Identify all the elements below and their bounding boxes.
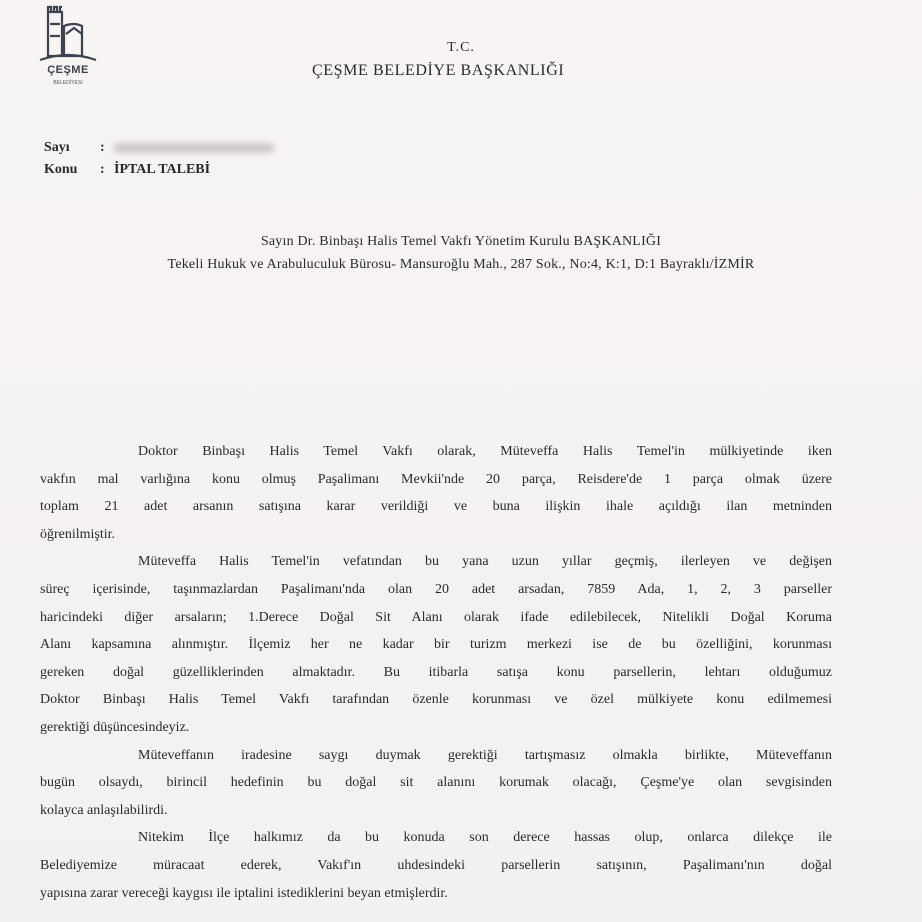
paragraph-line: yapısına zarar vereceği kaygısı ile iptalini istediklerini beyan etmişlerdir. — [40, 885, 448, 901]
paragraph-1 — [40, 438, 832, 548]
paragraph-line: Müteveffa Halis Temel'in vefatından bu yana uzun yıllar geçmiş, ilerleyen ve değişen — [138, 554, 832, 570]
paragraph-line: Müteveffanın iradesine saygı duymak gerektiği tartışmasız olmakla birlikte, Müteveffanın — [138, 747, 832, 763]
logo-text: ÇEŞME — [47, 64, 89, 76]
sayi-label: Sayı — [44, 140, 70, 155]
paragraph-2 — [40, 548, 832, 741]
paragraph-line: Alanı kapsamına alınmıştır. İlçemiz her ne kadar bir turizm merkezi ise de bu özelliğini, korunması — [40, 637, 832, 653]
paragraph-line: kolayca anlaşılabilirdi. — [40, 802, 168, 818]
paragraph-line: gereken doğal güzelliklerinden almaktadır. Bu itibarla satışa konu parsellerin, lehtarı olduğumuz — [40, 664, 832, 680]
header-tc: T.C. — [447, 40, 475, 55]
paragraph-line: vakfın mal varlığına konu olmuş Paşalimanı Mevkii'nde 20 parça, Reisdere'de 1 parça olmak üzere — [40, 471, 832, 487]
redacted-number — [114, 143, 274, 153]
paragraph-line: öğrenilmiştir. — [40, 526, 116, 542]
letter-body — [40, 438, 832, 907]
paragraph-line: Doktor Binbaşı Halis Temel Vakfı tarafından özenle korunması ve özel mülkiyete konu edilmemesi — [40, 692, 832, 708]
paragraph-4 — [40, 824, 832, 907]
recipient-line-1: Sayın Dr. Binbaşı Halis Temel Vakfı Yönetim Kurulu BAŞKANLIĞI — [260, 234, 662, 249]
paragraph-line: bugün olsaydı, birincil hedefinin bu doğal sit alanını korumak olacağı, Çeşme'ye olan sevgisinden — [40, 775, 832, 791]
paragraph-line: haricindeki diğer arsaların; 1.Derece Doğal Sit Alanı olarak ifade edilebilecek, Nitelikli Doğal Koruma — [40, 609, 832, 625]
konu-label: Konu — [44, 162, 78, 177]
header-institution: ÇEŞME BELEDİYE BAŞKANLIĞI — [312, 62, 565, 79]
sayi-row: Sayı : — [44, 140, 274, 156]
konu-value: İPTAL TALEBİ — [114, 162, 211, 177]
paragraph-line: gerektiği düşüncesindeyiz. — [40, 719, 190, 735]
recipient-line-2: Tekeli Hukuk ve Arabuluculuk Bürosu- Mansuroğlu Mah., 287 Sok., No:4, K:1, D:1 Bayraklı/İZMİR — [167, 257, 755, 272]
paragraph-line: Belediyemize müracaat ederek, Vakıf'ın uhdesindeki parsellerin satışının, Paşalimanı'nın doğal — [40, 857, 832, 873]
logo-subtext: BELEDİYESİ — [53, 80, 83, 86]
paragraph-line: Doktor Binbaşı Halis Temel Vakfı olarak, Müteveffa Halis Temel'in mülkiyetinde iken — [138, 444, 832, 459]
paragraph-line: toplam 21 adet arsanın satışına karar verildiği ve buna ilişkin ihale açıldığı ilan metninden — [40, 499, 832, 515]
paragraph-line: süreç içerisinde, taşınmazlardan Paşalimanı'nda olan 20 adet arsadan, 7859 Ada, 1, 2, 3 parseller — [40, 581, 832, 597]
konu-row: Konu : İPTAL TALEBİ — [44, 162, 211, 177]
paragraph-line: Nitekim İlçe halkımız da bu konuda son derece hassas olup, onlarca dilekçe ile — [138, 830, 832, 846]
paragraph-3 — [40, 742, 832, 825]
